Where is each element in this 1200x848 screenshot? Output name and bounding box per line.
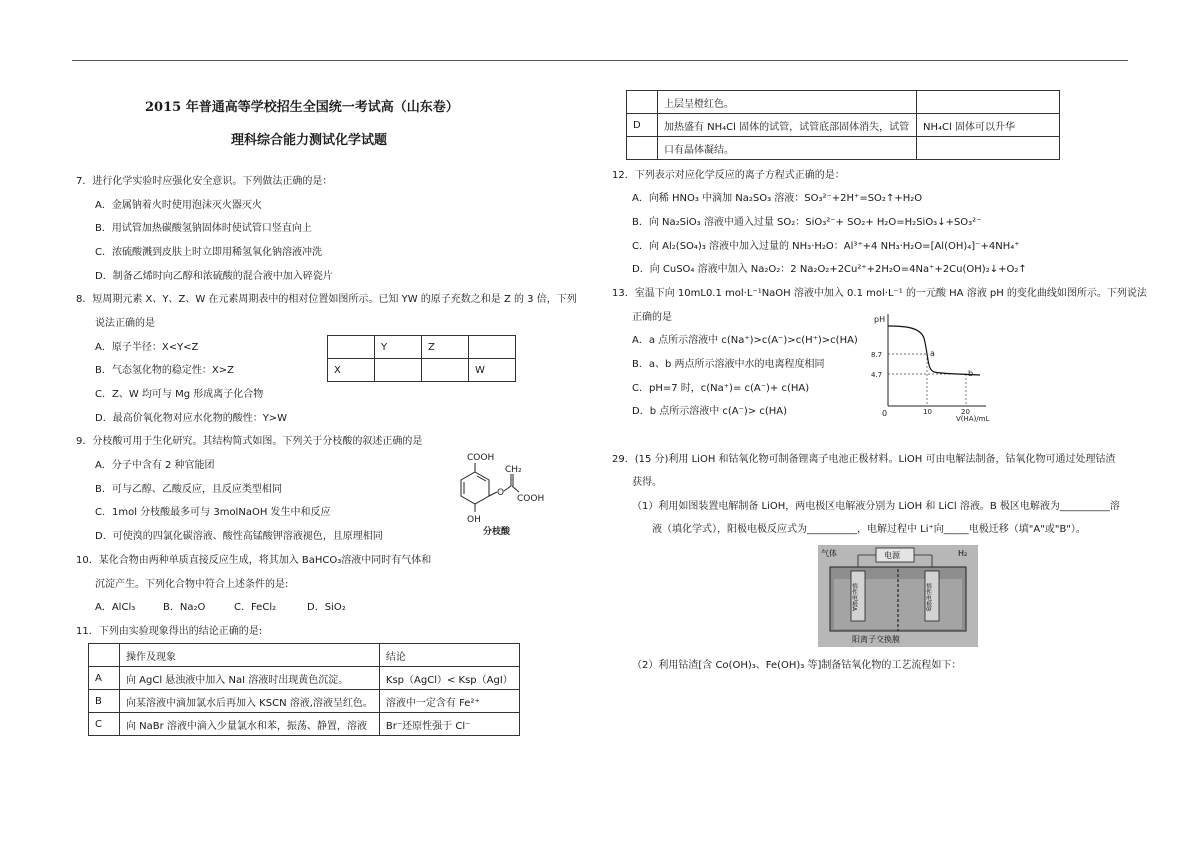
electrolysis-apparatus-figure bbox=[818, 545, 978, 647]
table-row bbox=[627, 91, 1060, 114]
q8-stem: 8．短周期元素 X、Y、Z、W 在元素周期表中的相对位置如图所示。已知 YW 的原子充数之和是 Z 的 3 倍，下列 bbox=[76, 294, 577, 305]
table-cell: 加热盛有 NH₄Cl 固体的试管，试管底部固体消失，试管 bbox=[658, 114, 917, 137]
q9-stem: 9．分枝酸可用于生化研究。其结构简式如图。下列关于分枝酸的叙述正确的是 bbox=[76, 436, 423, 447]
q11-stem: 11．下列由实验现象得出的结论正确的是: bbox=[76, 626, 263, 637]
figure-membrane-label: 阳离子交换膜 bbox=[852, 635, 900, 644]
q10-stem: 10．某化合物由两种单质直接反应生成，将其加入 BaHCO₃溶液中同时有气体和 bbox=[76, 555, 432, 566]
pt-cell bbox=[328, 336, 375, 359]
q9-option-c: C．1mol 分枝酸最多可与 3molNaOH 发生中和反应 bbox=[95, 507, 331, 518]
q13-option-b: B．a、b 两点所示溶液中水的电离程度相同 bbox=[632, 359, 825, 370]
q13-stem: 13．室温下向 10mL0.1 mol·L⁻¹NaOH 溶液中加入 0.1 mol·L⁻¹ 的一元酸 HA 溶液 pH 的变化曲线如图所示。下列说法 bbox=[612, 288, 1147, 299]
figure-electrode-b: 惰性电极B bbox=[924, 583, 932, 612]
graph-origin: 0 bbox=[882, 409, 888, 418]
table-header-cell bbox=[89, 644, 120, 667]
table-cell: 溶液中一定含有 Fe²⁺ bbox=[379, 690, 519, 713]
table-cell: C bbox=[89, 713, 120, 736]
q11-table bbox=[88, 643, 520, 736]
q8-option-b: B．气态氢化物的稳定性：X>Z bbox=[95, 365, 234, 376]
q12-stem: 12．下列表示对应化学反应的离子方程式正确的是： bbox=[612, 170, 845, 181]
q12-option-b: B．向 Na₂SiO₃ 溶液中通入过量 SO₂：SiO₃²⁻+ SO₂+ H₂O=H₂SiO₃↓+SO₃²⁻ bbox=[632, 217, 982, 228]
pt-cell-y: Y bbox=[375, 336, 422, 359]
q29-part1-line2: 液（填化学式），阳极电极反应式为__________，电解过程中 Li⁺向_____电极迁移（填"A"或"B"）。 bbox=[652, 524, 1086, 535]
q12-option-d: D．向 CuSO₄ 溶液中加入 Na₂O₂：2 Na₂O₂+2Cu²⁺+2H₂O=4Na⁺+2Cu(OH)₂↓+O₂↑ bbox=[632, 264, 1027, 275]
table-cell: D bbox=[627, 114, 658, 137]
table-row bbox=[89, 690, 520, 713]
q29-stem: 29．(15 分)利用 LiOH 和钴氧化物可制备锂离子电池正极材料。LiOH 可由电解法制备，钴氧化物可通过处理钴渣 bbox=[612, 454, 1116, 465]
q7-option-c: C．浓硫酸溅到皮肤上时立即用稀氢氧化钠溶液冲洗 bbox=[95, 247, 322, 258]
q8-option-d: D．最高价氧化物对应水化物的酸性：Y>W bbox=[95, 413, 288, 424]
q10-option-c: C．FeCl₂ bbox=[234, 602, 277, 613]
table-cell: 口有晶体凝结。 bbox=[658, 137, 917, 160]
q13-option-a: A．a 点所示溶液中 c(Na⁺)>c(A⁻)>c(H⁺)>c(HA) bbox=[632, 335, 858, 346]
table-cell bbox=[627, 91, 658, 114]
q7-option-a: A．金属钠着火时使用泡沫灭火器灭火 bbox=[95, 200, 262, 211]
pt-cell bbox=[469, 336, 516, 359]
q9-option-a: A．分子中含有 2 种官能团 bbox=[95, 460, 215, 471]
q12-option-a: A．向稀 HNO₃ 中滴加 Na₂SO₃ 溶液：SO₃²⁻+2H⁺=SO₂↑+H₂O bbox=[632, 193, 923, 204]
q29-part1-line1: （1）利用如图装置电解制备 LiOH，两电极区电解液分别为 LiOH 和 LiCl 溶液。B 极区电解液为__________溶 bbox=[632, 501, 1120, 512]
page-subtitle: 理科综合能力测试化学试题 bbox=[231, 133, 388, 148]
table-row bbox=[89, 667, 520, 690]
graph-y-tick: 8.7 bbox=[871, 351, 883, 359]
q29-part2: （2）利用钴渣[含 Co(OH)₃、Fe(OH)₃ 等]制备钴氧化物的工艺流程如下： bbox=[632, 660, 962, 671]
ph-titration-graph bbox=[868, 306, 998, 422]
table-cell: 向某溶液中滴加氯水后再加入 KSCN 溶液,溶液呈红色。 bbox=[120, 690, 380, 713]
table-cell: B bbox=[89, 690, 120, 713]
pt-cell-w: W bbox=[469, 359, 516, 382]
figure-power-label: 电源 bbox=[884, 551, 900, 560]
graph-y-label: pH bbox=[874, 315, 886, 324]
q8-stem-cont: 说法正确的是 bbox=[95, 318, 155, 329]
table-header-row bbox=[89, 644, 520, 667]
graph-point-b: b bbox=[968, 369, 974, 378]
figure-electrode-a: 惰性电极A bbox=[850, 583, 858, 612]
q7-option-d: D．制备乙烯时向乙醇和浓硫酸的混合液中加入碎瓷片 bbox=[95, 271, 333, 282]
structure-cooh-side: COOH bbox=[517, 494, 545, 504]
graph-y-tick: 4.7 bbox=[871, 371, 883, 379]
graph-x-tick: 10 bbox=[923, 408, 932, 416]
q10-stem-cont: 沉淀产生。下列化合物中符合上述条件的是: bbox=[95, 579, 289, 590]
q10-option-b: B．Na₂O bbox=[163, 602, 206, 613]
table-cell: 向 NaBr 溶液中滴入少量氯水和苯，振荡、静置，溶液 bbox=[120, 713, 380, 736]
pt-cell bbox=[375, 359, 422, 382]
figure-h2-label: H₂ bbox=[958, 549, 968, 558]
table-cell: Br⁻还原性强于 Cl⁻ bbox=[379, 713, 519, 736]
q10-option-d: D．SiO₂ bbox=[307, 602, 346, 613]
q9-option-b: B．可与乙醇、乙酸反应，且反应类型相同 bbox=[95, 484, 282, 495]
table-row bbox=[89, 713, 520, 736]
table-cell: NH₄Cl 固体可以升华 bbox=[917, 114, 1060, 137]
table-cell: Ksp（AgCl）< Ksp（AgI） bbox=[379, 667, 519, 690]
periodic-table-fragment bbox=[327, 335, 516, 382]
table-cell: A bbox=[89, 667, 120, 690]
q9-option-d: D．可使溴的四氯化碳溶液、酸性高锰酸钾溶液褪色，且原理相同 bbox=[95, 531, 383, 542]
q12-option-c: C．向 Al₂(SO₄)₃ 溶液中加入过量的 NH₃·H₂O：Al³⁺+4 NH₃·H₂O=[Al(OH)₄]⁻+4NH₄⁺ bbox=[632, 241, 1020, 252]
graph-point-a: a bbox=[930, 349, 935, 358]
table-cell bbox=[917, 91, 1060, 114]
structure-caption: 分枝酸 bbox=[483, 527, 511, 536]
pt-cell-x: X bbox=[328, 359, 375, 382]
page-title: 2015 年普通高等学校招生全国统一考试高（山东卷） bbox=[145, 100, 459, 115]
table-cell: 向 AgCl 悬浊液中加入 NaI 溶液时出现黄色沉淀。 bbox=[120, 667, 380, 690]
graph-x-tick: 20 bbox=[961, 408, 970, 416]
pt-cell-z: Z bbox=[422, 336, 469, 359]
structure-cooh-top: COOH bbox=[467, 453, 495, 463]
q13-option-d: D．b 点所示溶液中 c(A⁻)> c(HA) bbox=[632, 406, 788, 417]
q29-stem-cont: 获得。 bbox=[632, 477, 662, 488]
figure-gas-label: 气体 bbox=[821, 549, 837, 558]
table-row bbox=[627, 114, 1060, 137]
pt-cell bbox=[422, 359, 469, 382]
top-rule bbox=[72, 60, 1128, 61]
structure-oh: OH bbox=[467, 515, 481, 525]
table-header-cell: 结论 bbox=[379, 644, 519, 667]
table-cell bbox=[917, 137, 1060, 160]
table-cell bbox=[627, 137, 658, 160]
q7-stem: 7．进行化学实验时应强化安全意识。下列做法正确的是： bbox=[76, 176, 333, 187]
q7-option-b: B．用试管加热碳酸氢钠固体时使试管口竖直向上 bbox=[95, 223, 312, 234]
q13-stem-cont: 正确的是 bbox=[632, 312, 672, 323]
q10-option-a: A．AlCl₃ bbox=[95, 602, 136, 613]
q8-option-a: A．原子半径：X<Y<Z bbox=[95, 342, 199, 353]
graph-x-label: V(HA)/mL bbox=[956, 415, 990, 422]
table-header-cell: 操作及现象 bbox=[120, 644, 380, 667]
q8-option-c: C．Z、W 均可与 Mg 形成离子化合物 bbox=[95, 389, 264, 400]
table-cell: 上层呈橙红色。 bbox=[658, 91, 917, 114]
chorismic-acid-structure bbox=[445, 448, 550, 536]
structure-ether-o: O bbox=[497, 488, 505, 498]
structure-ch2: CH₂ bbox=[505, 465, 522, 475]
q13-option-c: C．pH=7 时，c(Na⁺)= c(A⁻)+ c(HA) bbox=[632, 383, 810, 394]
table-row bbox=[627, 137, 1060, 160]
q11-table-continued bbox=[626, 90, 1060, 160]
